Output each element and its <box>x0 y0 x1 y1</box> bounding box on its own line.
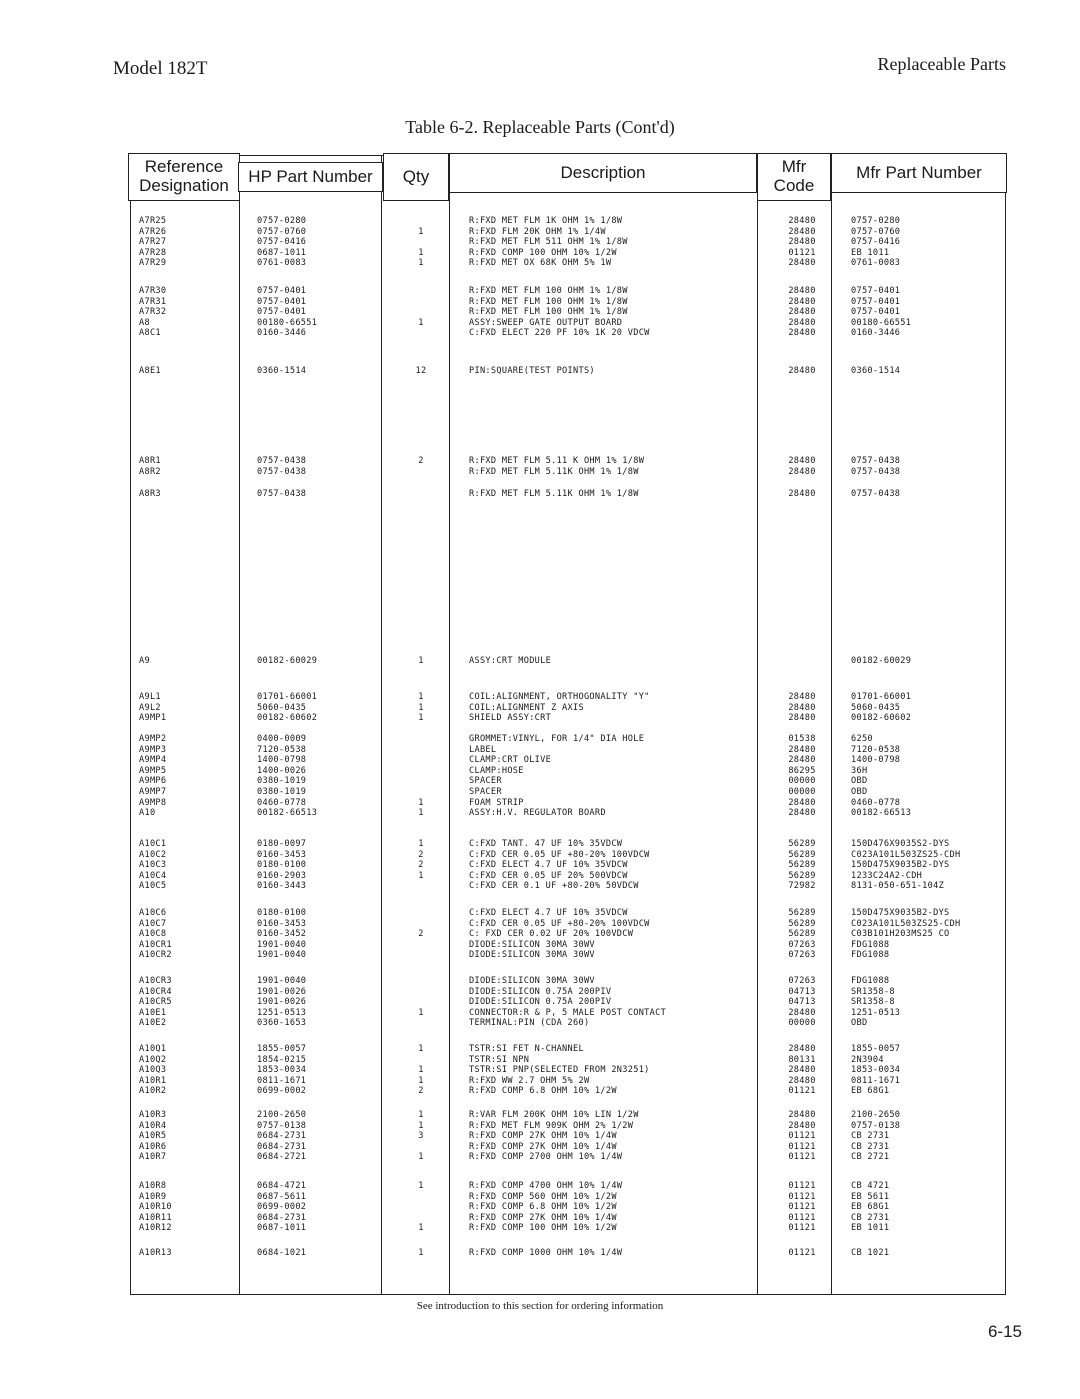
cell-reference: A7R30 A7R31 A7R32 A8 A8C1 <box>139 286 167 339</box>
cell-hp-part-number: 1855-0057 1854-0215 1853-0034 0811-1671 0699-0002 <box>257 1044 307 1097</box>
cell-reference: A10C1 A10C2 A10C3 A10C4 A10C5 <box>139 839 167 892</box>
cell-mfr-code: 07263 04713 04713 28480 00000 <box>788 976 816 1029</box>
cell-description: PIN:SQUARE(TEST POINTS) <box>469 366 595 376</box>
column-divider <box>757 156 758 1294</box>
col-header-reference <box>128 153 240 201</box>
cell-mfr-part-number: 0757-0280 0757-0760 0757-0416 EB 1011 0761-0083 <box>851 216 901 269</box>
cell-description: R:FXD COMP 1000 OHM 10% 1/4W <box>469 1248 623 1258</box>
cell-hp-part-number: 0360-1514 <box>257 366 307 376</box>
cell-mfr-code: 01121 01121 01121 01121 01121 <box>788 1181 816 1234</box>
parts-table <box>130 155 1006 1295</box>
cell-hp-part-number: 0684-1021 <box>257 1248 307 1258</box>
cell-qty: 1 2 2 1 <box>418 839 424 881</box>
col-header-reference-line1: Reference <box>144 157 224 177</box>
cell-mfr-code: 56289 56289 56289 07263 07263 <box>788 908 816 961</box>
cell-hp-part-number: 0180-0097 0160-3453 0180-0100 0160-2903 0160-3443 <box>257 839 307 892</box>
cell-mfr-part-number: CB 4721 EB 5611 EB 68G1 CB 2731 EB 1011 <box>851 1181 890 1234</box>
cell-description: C:FXD TANT. 47 UF 10% 35VDCW C:FXD CER 0.05 UF +80-20% 100VDCW C:FXD ELECT 4.7 UF 10% 35VDCW C:FXD CER 0.05 UF 20% 500VDCW C:FXD CER 0.1 UF +80-20% 50VDCW <box>469 839 650 892</box>
col-header-hp-part-number: HP Part Number <box>238 162 383 192</box>
col-header-reference-line2: Designation <box>139 176 229 195</box>
cell-description: C:FXD ELECT 4.7 UF 10% 35VDCW C:FXD CER 0.05 UF +80-20% 100VDCW C: FXD CER 0.02 UF 20% 100VDCW DIODE:SILICON 30MA 30WV DIODE:SILICON 30MA 30WV <box>469 908 650 961</box>
cell-reference: A7R25 A7R26 A7R27 A7R28 A7R29 <box>139 216 167 269</box>
cell-reference: A10R8 A10R9 A10R10 A10R11 A10R12 <box>139 1181 172 1234</box>
header-model: Model 182T <box>113 58 208 79</box>
cell-mfr-part-number: 0757-0401 0757-0401 0757-0401 00180-66551 0160-3446 <box>851 286 912 339</box>
cell-hp-part-number: 0757-0280 0757-0760 0757-0416 0687-1011 0761-0083 <box>257 216 307 269</box>
cell-hp-part-number: 0757-0401 0757-0401 0757-0401 00180-66551 0160-3446 <box>257 286 318 339</box>
col-header-mfr-line2: Code <box>773 176 815 195</box>
cell-qty: 1 1 <box>418 797 424 819</box>
cell-reference: A10C6 A10C7 A10C8 A10CR1 A10CR2 <box>139 908 172 961</box>
cell-mfr-code: 28480 <box>788 489 816 499</box>
cell-qty: 2 <box>418 929 424 940</box>
cell-mfr-part-number: CB 1021 <box>851 1248 890 1258</box>
header-section: Replaceable Parts <box>877 54 1006 74</box>
col-header-mfr-code <box>757 153 831 201</box>
cell-description: ASSY:CRT MODULE <box>469 656 552 666</box>
cell-mfr-part-number: 150D476X9035S2-DYS C023A101L503ZS25-CDH 150D475X9035B2-DYS 1233C24A2-CDH 8131-050-651-104Z <box>851 839 961 892</box>
cell-mfr-code: 28480 28480 28480 28480 28480 <box>788 286 816 339</box>
cell-mfr-part-number: 0757-0438 <box>851 489 901 499</box>
cell-mfr-part-number: 0360-1514 <box>851 366 901 376</box>
cell-description: TSTR:SI FET N-CHANNEL TSTR:SI NPN TSTR:SI PNP(SELECTED FROM 2N3251) R:FXD WW 2.7 OHM 5% 2W R:FXD COMP 6.8 OHM 10% 1/2W <box>469 1044 650 1097</box>
cell-hp-part-number: 2100-2650 0757-0138 0684-2731 0684-2731 0684-2721 <box>257 1110 307 1163</box>
table-title: Table 6-2. Replaceable Parts (Cont'd) <box>405 117 675 137</box>
cell-mfr-code: 28480 28480 28480 01121 28480 <box>788 216 816 269</box>
cell-description: GROMMET:VINYL, FOR 1/4" DIA HOLE LABEL CLAMP:CRT OLIVE CLAMP:HOSE SPACER SPACER FOAM STRIP ASSY:H.V. REGULATOR BOARD <box>469 734 645 819</box>
cell-description: R:VAR FLM 200K OHM 10% LIN 1/2W R:FXD MET FLM 909K OHM 2% 1/2W R:FXD COMP 27K OHM 10% 1/4W R:FXD COMP 27K OHM 10% 1/4W R:FXD COMP 2700 OHM 10% 1/4W <box>469 1110 639 1163</box>
cell-qty: 1 <box>418 317 424 328</box>
column-divider <box>381 156 382 1294</box>
cell-hp-part-number: 0400-0009 7120-0538 1400-0798 1400-0026 0380-1019 0380-1019 0460-0778 00182-66513 <box>257 734 318 819</box>
cell-description: R:FXD MET FLM 5.11K OHM 1% 1/8W <box>469 489 639 499</box>
column-divider <box>239 156 240 1294</box>
cell-qty: 12 <box>415 366 427 376</box>
cell-mfr-code: 28480 <box>788 366 816 376</box>
cell-mfr-part-number: 2100-2650 0757-0138 CB 2731 CB 2731 CB 2721 <box>851 1110 901 1163</box>
cell-qty: 1 <box>418 1007 424 1018</box>
cell-mfr-code: 28480 80131 28480 28480 01121 <box>788 1044 816 1097</box>
cell-description: R:FXD MET FLM 1K OHM 1% 1/8W R:FXD FLM 20K OHM 1% 1/4W R:FXD MET FLM 511 OHM 1% 1/8W R:FXD COMP 100 OHM 10% 1/2W R:FXD MET OX 68K OHM 5% 1W <box>469 216 628 269</box>
cell-reference: A10CR3 A10CR4 A10CR5 A10E1 A10E2 <box>139 976 172 1029</box>
cell-reference: A9MP2 A9MP3 A9MP4 A9MP5 A9MP6 A9MP7 A9MP8 A10 <box>139 734 167 819</box>
cell-description: R:FXD COMP 4700 OHM 10% 1/4W R:FXD COMP 560 OHM 10% 1/2W R:FXD COMP 6.8 OHM 10% 1/2W R:FXD COMP 27K OHM 10% 1/4W R:FXD COMP 100 OHM 10% 1/2W <box>469 1181 623 1234</box>
cell-description: R:FXD MET FLM 100 OHM 1% 1/8W R:FXD MET FLM 100 OHM 1% 1/8W R:FXD MET FLM 100 OHM 1% 1/8W ASSY:SWEEP GATE OUTPUT BOARD C:FXD ELECT 220 PF 10% 1K 20 VDCW <box>469 286 650 339</box>
cell-reference: A8E1 <box>139 366 161 376</box>
page-number: 6-15 <box>987 1322 1022 1341</box>
cell-mfr-part-number: 01701-66001 5060-0435 00182-60602 <box>851 692 912 724</box>
cell-mfr-part-number: 150D475X9035B2-DYS C023A101L503ZS25-CDH C03B101H203MS25 CO FDG1088 FDG1088 <box>851 908 961 961</box>
cell-hp-part-number: 0180-0100 0160-3453 0160-3452 1901-0040 1901-0040 <box>257 908 307 961</box>
cell-mfr-part-number: FDG1088 SR1358-8 SR1358-8 1251-0513 OBD <box>851 976 901 1029</box>
cell-hp-part-number: 1901-0040 1901-0026 1901-0026 1251-0513 0360-1653 <box>257 976 307 1029</box>
cell-mfr-code: 28480 28480 01121 01121 01121 <box>788 1110 816 1163</box>
cell-description: COIL:ALIGNMENT, ORTHOGONALITY "Y" COIL:ALIGNMENT Z AXIS SHIELD ASSY:CRT <box>469 692 650 724</box>
cell-mfr-code: 28480 28480 28480 <box>788 692 816 724</box>
cell-reference: A10R3 A10R4 A10R5 A10R6 A10R7 <box>139 1110 167 1163</box>
cell-qty: 1 <box>418 656 424 666</box>
cell-mfr-code: 56289 56289 56289 56289 72982 <box>788 839 816 892</box>
cell-hp-part-number: 0684-4721 0687-5611 0699-0002 0684-2731 0687-1011 <box>257 1181 307 1234</box>
cell-mfr-code: 01121 <box>788 1248 816 1258</box>
col-header-qty: Qty <box>383 153 449 201</box>
cell-mfr-part-number: 0757-0438 0757-0438 <box>851 456 901 477</box>
cell-hp-part-number: 01701-66001 5060-0435 00182-60602 <box>257 692 318 724</box>
cell-description: DIODE:SILICON 30MA 30WV DIODE:SILICON 0.75A 200PIV DIODE:SILICON 0.75A 200PIV CONNECTOR:R & P, 5 MALE POST CONTACT TERMINAL:PIN (CDA 260) <box>469 976 667 1029</box>
cell-reference: A9 <box>139 656 150 666</box>
cell-hp-part-number: 0757-0438 0757-0438 <box>257 456 307 477</box>
cell-mfr-code: 01538 28480 28480 86295 00000 00000 28480 28480 <box>788 734 816 819</box>
cell-qty: 2 <box>418 456 424 466</box>
cell-mfr-code: 28480 28480 <box>788 456 816 477</box>
cell-reference: A8R1 A8R2 <box>139 456 161 477</box>
cell-mfr-part-number: 1855-0057 2N3904 1853-0034 0811-1671 EB 68G1 <box>851 1044 901 1097</box>
cell-qty: 1 1 1 <box>418 226 424 269</box>
col-header-description: Description <box>449 153 757 193</box>
col-header-mfr-part-number: Mfr Part Number <box>831 153 1007 193</box>
cell-mfr-part-number: 00182-60029 <box>851 656 912 666</box>
cell-reference: A10R13 <box>139 1248 172 1258</box>
cell-reference: A10Q1 A10Q2 A10Q3 A10R1 A10R2 <box>139 1044 167 1097</box>
cell-hp-part-number: 0757-0438 <box>257 489 307 499</box>
cell-mfr-part-number: 6250 7120-0538 1400-0798 36H OBD OBD 0460-0778 00182-66513 <box>851 734 912 819</box>
col-header-mfr-line1: Mfr <box>781 157 807 177</box>
cell-reference: A9L1 A9L2 A9MP1 <box>139 692 167 724</box>
cell-qty: 1 1 3 1 <box>418 1110 424 1163</box>
cell-hp-part-number: 00182-60029 <box>257 656 318 666</box>
cell-reference: A8R3 <box>139 489 161 499</box>
ordering-footnote: See introduction to this section for ordering information <box>416 1300 664 1312</box>
cell-qty: 1 1 <box>418 1181 424 1234</box>
cell-qty: 1 1 1 2 <box>418 1044 424 1097</box>
cell-qty: 1 1 1 <box>418 692 424 724</box>
cell-description: R:FXD MET FLM 5.11 K OHM 1% 1/8W R:FXD MET FLM 5.11K OHM 1% 1/8W <box>469 456 645 477</box>
cell-qty: 1 <box>418 1248 424 1258</box>
